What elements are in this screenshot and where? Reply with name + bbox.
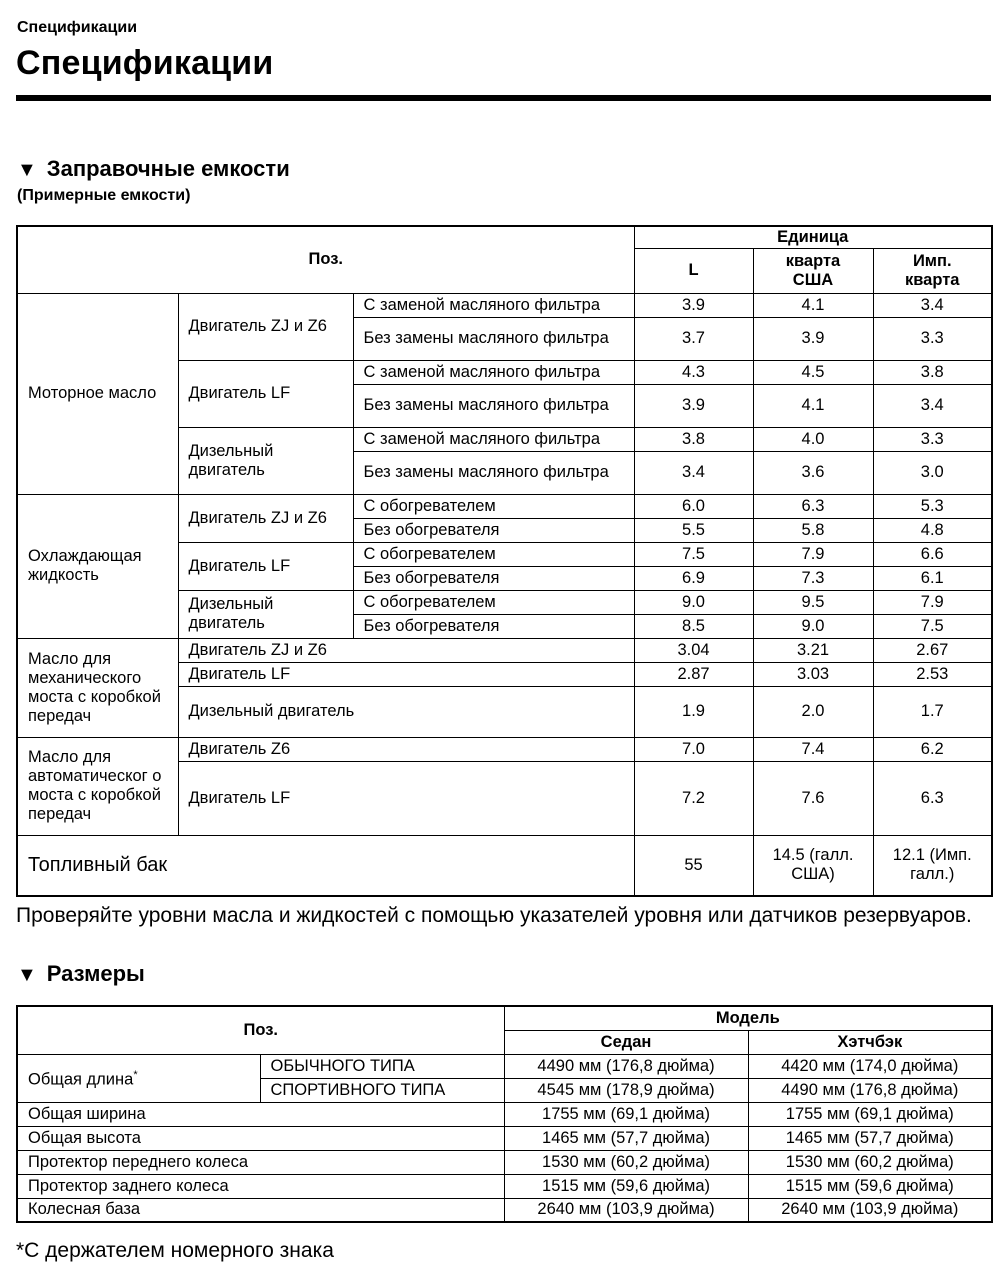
value-imp: 7.9 <box>873 590 992 614</box>
table-row <box>17 638 992 662</box>
value-us: 4.1 <box>753 384 873 427</box>
condition: С заменой масляного фильтра <box>353 427 634 451</box>
table-row <box>17 1054 992 1078</box>
title-rule <box>16 95 991 101</box>
condition: Без обогревателя <box>353 518 634 542</box>
condition: Без замены масляного фильтра <box>353 317 634 360</box>
value-imp: 3.4 <box>873 293 992 317</box>
fuel-tank-label: Топливный бак <box>17 835 634 896</box>
value-imp: 5.3 <box>873 494 992 518</box>
value-sedan: 4490 мм (176,8 дюйма) <box>504 1054 748 1078</box>
value-hatch: 1465 мм (57,7 дюйма) <box>748 1126 992 1150</box>
table-row <box>17 1198 992 1222</box>
coolant-label: Охлаждающая жидкость <box>17 494 178 638</box>
value-imp: 3.8 <box>873 360 992 384</box>
value-sedan: 1465 мм (57,7 дюйма) <box>504 1126 748 1150</box>
auto-trans-label: Масло для автоматическог о моста с коробкой передач <box>17 737 178 835</box>
value-l: 55 <box>634 835 753 896</box>
value-imp: 2.53 <box>873 662 992 686</box>
unit-imp-header: Имп. кварта <box>873 248 992 293</box>
dim-label: Колесная база <box>17 1198 504 1222</box>
value-l: 7.5 <box>634 542 753 566</box>
dimensions-table <box>16 1005 993 1223</box>
value-imp: 6.3 <box>873 761 992 835</box>
engine-name: Двигатель LF <box>178 761 634 835</box>
capacities-heading <box>17 156 290 182</box>
engine-name: Дизельный двигатель <box>178 427 353 494</box>
value-us: 3.6 <box>753 451 873 494</box>
triangle-down-icon: ▼ <box>17 964 37 986</box>
value-us: 14.5 (галл. США) <box>753 835 873 896</box>
value-l: 7.2 <box>634 761 753 835</box>
value-sedan: 1530 мм (60,2 дюйма) <box>504 1150 748 1174</box>
dimensions-footnote: *С держателем номерного знака <box>16 1239 334 1262</box>
value-imp: 3.3 <box>873 427 992 451</box>
condition: Без обогревателя <box>353 566 634 590</box>
condition: С заменой масляного фильтра <box>353 360 634 384</box>
value-us: 4.1 <box>753 293 873 317</box>
dimensions-title: Размеры <box>46 961 145 986</box>
value-imp: 7.5 <box>873 614 992 638</box>
value-us: 9.0 <box>753 614 873 638</box>
value-l: 3.9 <box>634 384 753 427</box>
dim-label: Общая ширина <box>17 1102 504 1126</box>
value-us: 5.8 <box>753 518 873 542</box>
engine-name: Двигатель ZJ и Z6 <box>178 494 353 542</box>
value-l: 4.3 <box>634 360 753 384</box>
value-us: 7.4 <box>753 737 873 761</box>
condition: Без замены масляного фильтра <box>353 384 634 427</box>
value-imp: 2.67 <box>873 638 992 662</box>
value-l: 9.0 <box>634 590 753 614</box>
value-us: 2.0 <box>753 686 873 737</box>
condition: С заменой масляного фильтра <box>353 293 634 317</box>
value-sedan: 4545 мм (178,9 дюйма) <box>504 1078 748 1102</box>
value-us: 3.03 <box>753 662 873 686</box>
page-title: Спецификации <box>16 44 274 82</box>
value-imp: 3.0 <box>873 451 992 494</box>
value-imp: 3.4 <box>873 384 992 427</box>
unit-l-header: L <box>634 248 753 293</box>
unit-us-header: кварта США <box>753 248 873 293</box>
table-row <box>17 835 992 896</box>
value-us: 3.9 <box>753 317 873 360</box>
condition: Без замены масляного фильтра <box>353 451 634 494</box>
overall-length-label: Общая длина* <box>17 1054 260 1102</box>
length-type: СПОРТИВНОГО ТИПА <box>260 1078 504 1102</box>
engine-name: Двигатель LF <box>178 662 634 686</box>
engine-name: Дизельный двигатель <box>178 590 353 638</box>
dim-col-sedan-header: Седан <box>504 1030 748 1054</box>
col-item-header: Поз. <box>17 226 634 293</box>
value-hatch: 1530 мм (60,2 дюйма) <box>748 1150 992 1174</box>
dim-col-item-header: Поз. <box>17 1006 504 1054</box>
condition: С обогревателем <box>353 590 634 614</box>
engine-name: Двигатель ZJ и Z6 <box>178 293 353 360</box>
value-l: 2.87 <box>634 662 753 686</box>
value-l: 3.04 <box>634 638 753 662</box>
capacities-subtitle: (Примерные емкости) <box>17 187 191 204</box>
value-us: 7.3 <box>753 566 873 590</box>
condition: Без обогревателя <box>353 614 634 638</box>
condition: С обогревателем <box>353 542 634 566</box>
value-imp: 6.6 <box>873 542 992 566</box>
value-imp: 3.3 <box>873 317 992 360</box>
engine-name: Дизельный двигатель <box>178 686 634 737</box>
table-row <box>17 494 992 518</box>
condition: С обогревателем <box>353 494 634 518</box>
dim-col-model-header: Модель <box>504 1006 992 1030</box>
value-hatch: 4420 мм (174,0 дюйма) <box>748 1054 992 1078</box>
value-l: 8.5 <box>634 614 753 638</box>
col-unit-header: Единица <box>634 226 992 248</box>
value-sedan: 2640 мм (103,9 дюйма) <box>504 1198 748 1222</box>
value-l: 1.9 <box>634 686 753 737</box>
value-l: 6.0 <box>634 494 753 518</box>
value-imp: 1.7 <box>873 686 992 737</box>
value-imp: 4.8 <box>873 518 992 542</box>
triangle-down-icon: ▼ <box>17 159 37 181</box>
footnote-mark: * <box>133 1069 138 1082</box>
value-imp: 6.2 <box>873 737 992 761</box>
engine-name: Двигатель Z6 <box>178 737 634 761</box>
table-row <box>17 1126 992 1150</box>
table-row <box>17 1174 992 1198</box>
value-us: 3.21 <box>753 638 873 662</box>
value-hatch: 1755 мм (69,1 дюйма) <box>748 1102 992 1126</box>
value-l: 5.5 <box>634 518 753 542</box>
value-l: 3.7 <box>634 317 753 360</box>
value-sedan: 1515 мм (59,6 дюйма) <box>504 1174 748 1198</box>
engine-name: Двигатель LF <box>178 360 353 427</box>
value-imp: 6.1 <box>873 566 992 590</box>
value-imp: 12.1 (Имп. галл.) <box>873 835 992 896</box>
engine-name: Двигатель ZJ и Z6 <box>178 638 634 662</box>
value-l: 3.9 <box>634 293 753 317</box>
table-row <box>17 1150 992 1174</box>
table-row <box>17 1102 992 1126</box>
value-us: 9.5 <box>753 590 873 614</box>
value-us: 7.9 <box>753 542 873 566</box>
value-hatch: 1515 мм (59,6 дюйма) <box>748 1174 992 1198</box>
value-us: 6.3 <box>753 494 873 518</box>
running-title: Спецификации <box>17 19 138 36</box>
table-row <box>17 737 992 761</box>
value-us: 4.5 <box>753 360 873 384</box>
dim-label: Протектор заднего колеса <box>17 1174 504 1198</box>
manual-trans-label: Масло для механического моста с коробкой передач <box>17 638 178 737</box>
capacities-table <box>16 225 993 897</box>
value-us: 7.6 <box>753 761 873 835</box>
value-hatch: 2640 мм (103,9 дюйма) <box>748 1198 992 1222</box>
value-us: 4.0 <box>753 427 873 451</box>
capacities-note: Проверяйте уровни масла и жидкостей с помощью указателей уровня или датчиков резервуаров. <box>16 904 972 927</box>
dim-label: Общая высота <box>17 1126 504 1150</box>
capacities-title: Заправочные емкости <box>46 156 290 181</box>
dimensions-heading <box>17 961 145 987</box>
value-l: 3.4 <box>634 451 753 494</box>
value-sedan: 1755 мм (69,1 дюйма) <box>504 1102 748 1126</box>
value-l: 7.0 <box>634 737 753 761</box>
dim-label: Протектор переднего колеса <box>17 1150 504 1174</box>
value-l: 6.9 <box>634 566 753 590</box>
table-row <box>17 293 992 317</box>
length-type: ОБЫЧНОГО ТИПА <box>260 1054 504 1078</box>
engine-oil-label: Моторное масло <box>17 293 178 494</box>
value-l: 3.8 <box>634 427 753 451</box>
dim-col-hatch-header: Хэтчбэк <box>748 1030 992 1054</box>
value-hatch: 4490 мм (176,8 дюйма) <box>748 1078 992 1102</box>
engine-name: Двигатель LF <box>178 542 353 590</box>
